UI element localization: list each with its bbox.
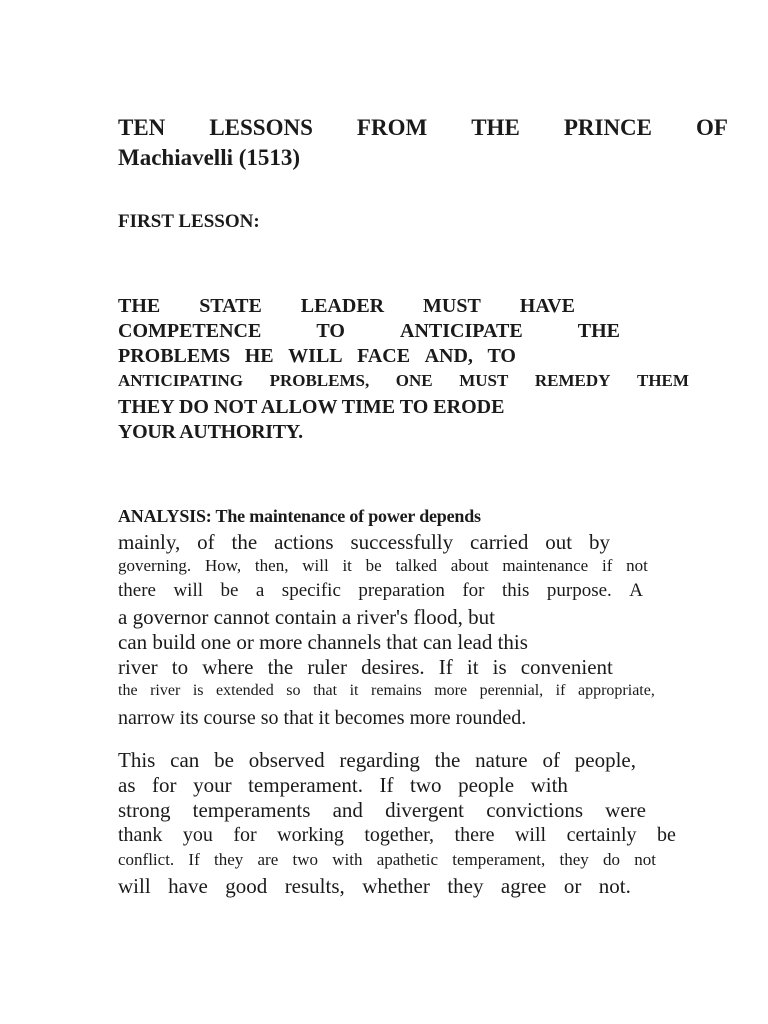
word: nature: [475, 748, 528, 772]
word: it: [349, 682, 359, 699]
word: thank: [118, 824, 163, 846]
word: be: [214, 748, 234, 772]
word: THE: [471, 115, 520, 140]
word: remains: [371, 682, 422, 699]
word: river: [118, 655, 158, 679]
word: divergent: [385, 798, 465, 822]
word: for: [233, 824, 257, 846]
lesson-line-3: [118, 346, 516, 366]
word: then,: [254, 556, 289, 575]
paragraph2-line-2: [118, 775, 568, 796]
word: convictions: [486, 798, 584, 822]
word: ANTICIPATE: [400, 320, 523, 342]
word: WILL: [288, 345, 343, 367]
word: OF: [696, 115, 728, 140]
word: observed: [248, 748, 325, 772]
word: or: [563, 874, 582, 898]
word: TO: [487, 345, 516, 367]
word: conflict.: [118, 850, 175, 869]
word: carried: [470, 530, 529, 554]
word: COMPETENCE: [118, 320, 262, 342]
word: HAVE: [519, 295, 575, 317]
word: this: [501, 580, 530, 601]
word: are: [257, 850, 279, 869]
word: there: [454, 824, 495, 846]
word: do: [603, 850, 621, 869]
word: have: [168, 874, 208, 898]
paragraph2-line-4: [118, 825, 676, 845]
paragraph1-line-5: can build one or more channels that can lead this: [118, 630, 528, 654]
word: talked: [395, 556, 438, 575]
word: more: [434, 682, 468, 699]
word: specific: [281, 580, 341, 601]
word: about: [450, 556, 489, 575]
word: your: [193, 773, 232, 797]
word: extended: [216, 682, 274, 699]
word: MUST: [459, 371, 509, 390]
word: they: [213, 850, 244, 869]
word: governing.: [118, 556, 192, 575]
word: it: [342, 556, 352, 575]
word: PROBLEMS: [118, 345, 231, 367]
paragraph1-line-6: [118, 657, 613, 678]
word: ANTICIPATING: [118, 371, 243, 390]
word: How,: [204, 556, 242, 575]
word: If: [188, 850, 200, 869]
word: A: [629, 580, 643, 601]
word: that: [313, 682, 338, 699]
word: and: [332, 798, 363, 822]
word: actions: [274, 530, 334, 554]
word: with: [530, 773, 568, 797]
word: whether: [362, 874, 430, 898]
paragraph2-line-6: [118, 876, 631, 897]
title-line-2: Machiavelli (1513): [118, 145, 301, 170]
title-line-1: [118, 116, 728, 139]
word: FROM: [356, 115, 428, 140]
word: THE: [577, 320, 620, 342]
word: the: [267, 655, 294, 679]
word: temperament,: [452, 850, 546, 869]
word: mainly,: [118, 530, 181, 554]
word: THEM: [637, 371, 689, 390]
word: AND,: [424, 345, 473, 367]
word: PROBLEMS,: [269, 371, 370, 390]
word: FACE: [357, 345, 411, 367]
word: agree: [500, 874, 547, 898]
word: If: [438, 655, 453, 679]
lesson-line-4: [118, 372, 689, 389]
word: strong: [118, 798, 171, 822]
word: people,: [574, 748, 636, 772]
paragraph2-line-1: [118, 750, 636, 771]
word: convenient: [520, 655, 613, 679]
word: together,: [364, 824, 435, 846]
word: is: [492, 655, 507, 679]
word: not: [626, 556, 648, 575]
word: preparation: [358, 580, 445, 601]
word: can: [170, 748, 200, 772]
word: HE: [244, 345, 274, 367]
word: there: [118, 580, 156, 601]
word: desires.: [361, 655, 425, 679]
word: they: [447, 874, 484, 898]
word: PRINCE: [563, 115, 652, 140]
word: temperament.: [248, 773, 363, 797]
word: for: [462, 580, 485, 601]
paragraph1-line-3: [118, 581, 643, 600]
word: purpose.: [546, 580, 612, 601]
word: STATE: [199, 295, 262, 317]
word: working: [277, 824, 344, 846]
analysis-lead: ANALYSIS: The maintenance of power depends: [118, 506, 481, 526]
word: TEN: [118, 115, 166, 140]
word: of: [542, 748, 560, 772]
word: perennial,: [479, 682, 544, 699]
word: two: [410, 773, 442, 797]
word: successfully: [350, 530, 454, 554]
word: THE: [118, 295, 161, 317]
word: you: [182, 824, 213, 846]
word: for: [152, 773, 177, 797]
word: temperaments: [192, 798, 311, 822]
word: were: [605, 798, 646, 822]
word: This: [118, 748, 156, 772]
word: a: [255, 580, 265, 601]
word: people: [458, 773, 515, 797]
word: the: [231, 530, 258, 554]
word: as: [118, 773, 136, 797]
word: if: [602, 556, 613, 575]
word: good: [225, 874, 268, 898]
word: of: [197, 530, 215, 554]
word: they: [559, 850, 589, 869]
word: so: [286, 682, 301, 699]
word: will: [302, 556, 329, 575]
word: out: [545, 530, 573, 554]
word: be: [365, 556, 382, 575]
word: LEADER: [300, 295, 385, 317]
word: ONE: [395, 371, 433, 390]
word: LESSONS: [209, 115, 313, 140]
word: apathetic: [376, 850, 439, 869]
word: river: [150, 682, 181, 699]
word: TO: [316, 320, 345, 342]
word: REMEDY: [534, 371, 611, 390]
word: where: [202, 655, 254, 679]
paragraph1-line-7: [118, 683, 655, 699]
word: maintenance: [502, 556, 589, 575]
word: not: [634, 850, 656, 869]
lesson-line-5: THEY DO NOT ALLOW TIME TO ERODE: [118, 396, 505, 418]
word: certainly: [566, 824, 637, 846]
word: not.: [598, 874, 631, 898]
word: with: [332, 850, 363, 869]
word: to: [171, 655, 189, 679]
word: MUST: [423, 295, 481, 317]
word: if: [555, 682, 566, 699]
section-heading: FIRST LESSON:: [118, 211, 260, 232]
word: be: [220, 580, 239, 601]
word: results,: [284, 874, 345, 898]
word: it: [466, 655, 479, 679]
lesson-line-6: YOUR AUTHORITY.: [118, 421, 303, 443]
word: will: [514, 824, 547, 846]
paragraph2-line-3: [118, 800, 646, 821]
word: will: [118, 874, 151, 898]
word: ruler: [307, 655, 347, 679]
paragraph2-line-5: [118, 851, 656, 868]
word: If: [379, 773, 394, 797]
paragraph1-line-2: [118, 557, 648, 574]
word: the: [434, 748, 461, 772]
word: appropriate,: [577, 682, 655, 699]
paragraph1-line-4: a governor cannot contain a river's flood, but: [118, 605, 495, 629]
word: the: [118, 682, 138, 699]
word: two: [292, 850, 318, 869]
word: will: [173, 580, 204, 601]
paragraph1-line-8: narrow its course so that it becomes more rounded.: [118, 707, 527, 729]
lesson-line-2: [118, 321, 620, 341]
word: regarding: [339, 748, 420, 772]
paragraph1-line-1: [118, 532, 610, 553]
word: is: [192, 682, 204, 699]
word: by: [589, 530, 610, 554]
lesson-line-1: [118, 296, 575, 316]
word: be: [657, 824, 676, 846]
